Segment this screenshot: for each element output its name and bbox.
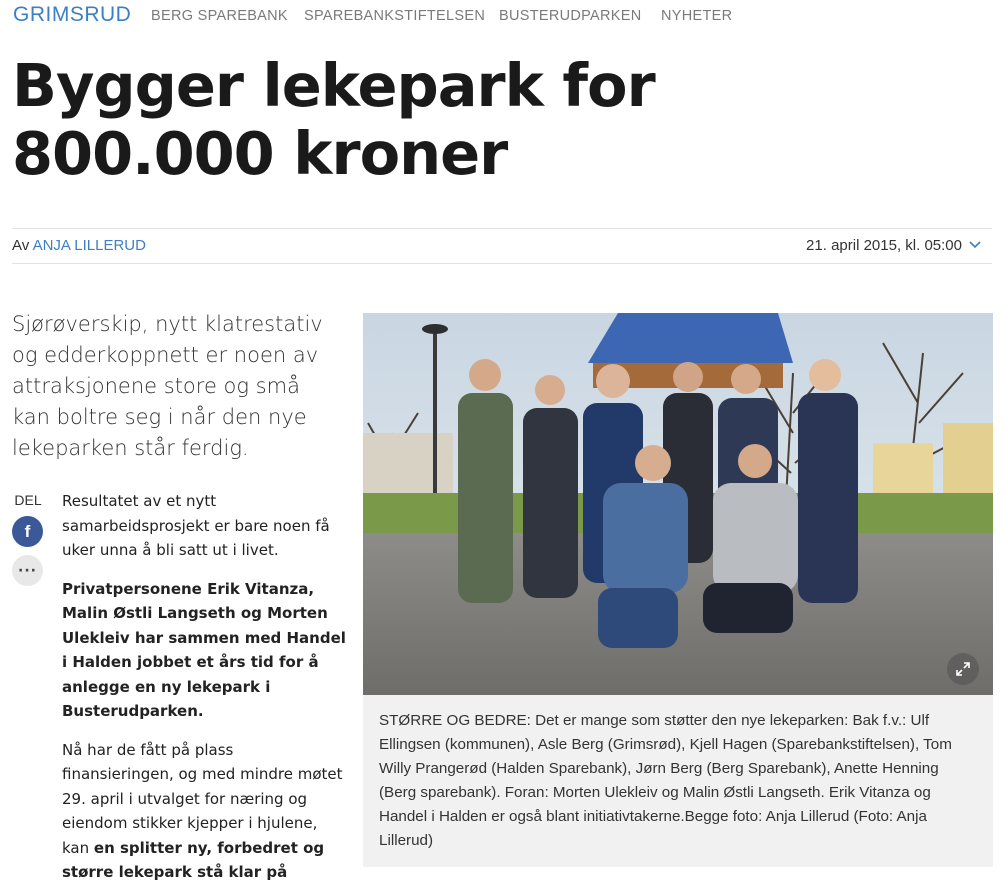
body-paragraph-3-text: Nå har de fått på plass finansieringen, og med mindre møtet 29. april i utvalget for næring og eiendom stikker kjepper i hjulene, kan: [62, 740, 343, 857]
brand-logo-link[interactable]: GRIMSRUD: [13, 3, 132, 26]
nav-link-busterudparken[interactable]: BUSTERUDPARKEN: [499, 8, 642, 24]
expand-image-button[interactable]: [947, 653, 979, 685]
nav-link-nyheter[interactable]: NYHETER: [661, 8, 733, 24]
chevron-down-icon[interactable]: [968, 238, 982, 252]
body-paragraph-3: [62, 738, 347, 882]
byline-prefix: Av: [12, 237, 30, 254]
author-link[interactable]: ANJA LILLERUD: [32, 237, 146, 254]
article-figure: [363, 313, 993, 867]
expand-icon: [955, 661, 971, 677]
nav-link-sparebankstiftelsen[interactable]: SPAREBANKSTIFTELSEN: [304, 8, 486, 24]
facebook-icon: f: [24, 521, 31, 541]
nav-link-berg-sparebank[interactable]: BERG SPAREBANK: [151, 8, 288, 24]
article-photo: [363, 313, 993, 695]
share-label: DEL: [14, 492, 42, 508]
body-paragraph-1: Resultatet av et nytt samarbeidsprosjekt er bare noen få uker unna å bli satt ut i livet.: [62, 492, 330, 559]
article-body: [62, 489, 347, 882]
body-paragraph-2: Privatpersonene Erik Vitanza, Malin Østli Langseth og Morten Ulekleiv har sammen med Handel i Halden jobbet et års tid for å anlegge en ny lekepark i Busterudparken.: [62, 579, 346, 720]
article-lead: Sjørøverskip, nytt klatrestativ og edderkoppnett er noen av attraksjonene store og små kan boltre seg i når den nye lekeparken står ferdig.: [12, 312, 323, 460]
headline-line-1: Bygger lekepark for: [12, 51, 655, 120]
article-headline: [12, 52, 772, 188]
photo-caption: STØRRE OG BEDRE: Det er mange som støtter den nye lekeparken: Bak f.v.: Ulf Ellingsen (kommunen), Asle Berg (Grimsrød), Kjell Hagen (Sparebankstiftelsen), Tom Willy Prangerød (Halden Sparebank), Jørn Berg (Berg Sparebank), Anette Henning (Berg sparebank). Foran: Morten Ulekleiv og Malin Østli Langseth. Erik Vitanza og Handel i Halden er også blant initiativtakerne.Begge foto: Anja Lillerud (Foto: Anja Lillerud): [379, 712, 952, 849]
top-navigation: [0, 0, 1005, 32]
publish-date: 21. april 2015, kl. 05:00: [806, 237, 962, 254]
byline: [12, 237, 146, 254]
facebook-share-button[interactable]: [12, 516, 43, 547]
byline-bar: [12, 228, 992, 264]
more-share-button[interactable]: [12, 555, 43, 586]
share-panel: [12, 492, 44, 586]
headline-line-2: 800.000 kroner: [12, 119, 508, 188]
ellipsis-icon: ···: [18, 562, 37, 579]
body-paragraph-3-bold: en splitter ny, forbedret og større lekepark stå klar på: [62, 838, 325, 881]
